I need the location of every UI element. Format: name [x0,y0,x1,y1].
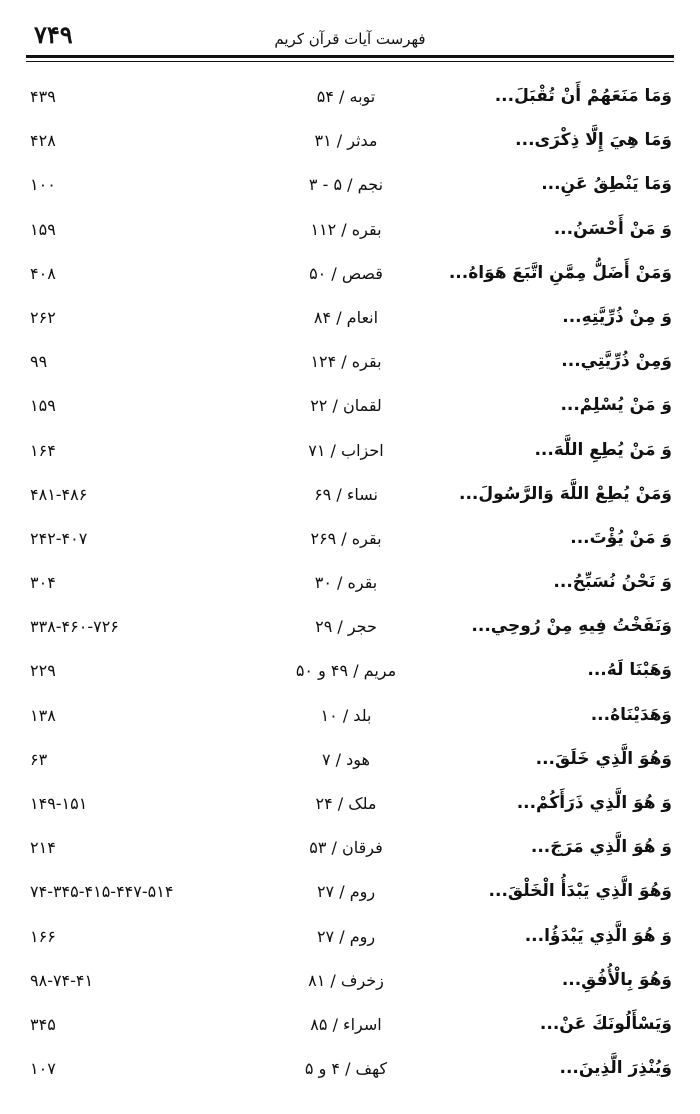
surah-reference: هود / ۷ [322,749,370,769]
page-references: ۲۲۹ [30,661,56,681]
index-row [26,962,674,1006]
page-references: ۴۲۸ [30,131,56,151]
index-row [26,476,674,520]
surah-reference: بقره / ۱۱۲ [310,219,382,239]
verse-text: وَمَا مَنَعَهُمْ أَنْ تُقْبَلَ... [494,86,672,106]
page-references: ۲۶۲ [30,307,56,327]
page-references: ۲۱۴ [30,838,56,858]
index-row [26,918,674,962]
surah-reference: بلد / ۱۰ [320,705,372,725]
verse-text: وَ هُوَ الَّذِي يَبْدَؤُا... [524,925,672,946]
verse-text: وَ نَحْنُ نُسَبِّحُ... [553,572,672,593]
index-row [26,1006,674,1050]
verse-text: وَيُنْذِرَ الَّذِينَ... [559,1058,672,1079]
verse-text: وَ مَنْ يُطِعِ اللَّهَ... [534,439,672,460]
surah-reference: لقمان / ۲۲ [310,396,382,416]
page-references: ۳۴۵ [30,1014,56,1034]
verse-text: وَ مَنْ أَحْسَنُ... [553,218,672,239]
verse-text: وَمَنْ أَضَلُّ مِمَّنِ اتَّبَعَ هَوَاهُ... [448,262,672,283]
page-references: ۴۰۸ [30,263,56,283]
index-row [26,122,674,166]
page-references: ۱۵۹ [30,219,56,239]
page-references: ۷۴-۳۴۵-۴۱۵-۴۴۷-۵۱۴ [30,882,174,902]
verse-text: وَهَدَيْنَاهُ... [590,704,672,725]
verse-text: وَ هُوَ الَّذِي مَرَجَ... [530,837,672,858]
page-references: ۱۴۹-۱۵۱ [30,794,88,813]
surah-reference: نجم / ۵ - ۳ [308,175,384,195]
index-row [26,343,674,387]
surah-reference: اسراء / ۸۵ [310,1014,382,1034]
surah-reference: زخرف / ۸۱ [308,970,384,990]
verse-text: وَهُوَ بِالْأُفُقِ... [561,969,672,990]
verse-text: وَ هُوَ الَّذِي ذَرَأَكُمْ... [516,793,672,813]
header-rule-thin [26,61,674,62]
page-references: ۱۶۴ [30,440,56,460]
verse-text: وَ مِنْ ذُرِّيَّتِهِ... [562,306,672,327]
page-references: ۱۵۹ [30,396,56,416]
index-row [26,211,674,255]
page-references: ۴۳۹ [30,87,56,106]
index-row [26,564,674,608]
page-references: ۱۰۰ [30,175,56,195]
surah-reference: مدثر / ۳۱ [314,131,378,151]
surah-reference: حجر / ۲۹ [315,617,377,637]
surah-reference: توبه / ۵۴ [316,87,376,106]
page-references: ۲۴۲-۴۰۷ [30,528,88,548]
verse-text: وَنَفَخْتُ فِيهِ مِنْ رُوحِي... [471,616,672,637]
surah-reference: فرقان / ۵۳ [309,838,383,858]
index-row [26,785,674,829]
index-row [26,299,674,343]
index-row [26,255,674,299]
index-row [26,741,674,785]
surah-reference: روم / ۲۷ [316,926,376,946]
surah-reference: کهف / ۴ و ۵ [304,1059,388,1079]
surah-reference: بقره / ۳۰ [314,573,378,593]
index-row [26,829,674,873]
page-references: ۱۶۶ [30,926,56,946]
page-references: ۱۰۷ [30,1059,56,1079]
page-references: ۹۹ [30,352,48,372]
page-references: ۹۸-۷۴-۴۱ [30,970,94,990]
index-row [26,1050,674,1094]
surah-reference: بقره / ۲۶۹ [310,528,382,548]
surah-reference: نساء / ۶۹ [314,484,378,504]
index-row [26,697,674,741]
page-references: ۴۸۱-۴۸۶ [30,484,88,504]
index-row [26,520,674,564]
verse-text: وَ مَنْ يُسْلِمْ... [560,395,672,416]
surah-reference: ملک / ۲۴ [315,794,377,813]
verse-text: وَمَا هِيَ إِلَّا ذِكْرَى... [515,130,672,151]
index-row [26,78,674,122]
page-header [26,20,674,54]
surah-reference: احزاب / ۷۱ [308,440,384,460]
surah-reference: بقره / ۱۲۴ [310,352,382,372]
index-row [26,608,674,652]
header-rule-thick [26,55,674,58]
verse-text: وَمَا يَنْطِقُ عَنِ... [541,174,672,195]
verse-index-table [26,78,674,1094]
verse-text: وَهُوَ الَّذِي يَبْدَأُ الْخَلْقَ... [488,881,672,902]
page-number: ۷۴۹ [34,20,73,49]
verse-text: وَهُوَ الَّذِي خَلَقَ... [535,748,672,769]
verse-text: وَهَبْنَا لَهُ... [587,660,672,681]
index-row [26,387,674,431]
index-row [26,873,674,917]
index-row [26,652,674,696]
surah-reference: روم / ۲۷ [316,882,376,902]
surah-reference: انعام / ۸۴ [313,307,379,327]
index-row [26,432,674,476]
page-references: ۶۳ [30,749,48,769]
page-title: فهرست آيات قرآن كريم [274,30,426,48]
page-references: ۱۳۸ [30,705,56,725]
verse-text: وَمِنْ ذُرِّيَّتِي... [561,351,672,372]
surah-reference: قصص / ۵۰ [309,263,383,283]
page-references: ۳۳۸-۴۶۰-۷۲۶ [30,617,119,637]
page-references: ۳۰۴ [30,573,56,593]
verse-text: وَمَنْ يُطِعْ اللَّهَ وَالرَّسُولَ... [458,483,672,504]
index-row [26,166,674,210]
verse-text: وَيَسْأَلُونَكَ عَنْ... [539,1013,672,1034]
verse-text: وَ مَنْ يُؤْتَ... [570,527,672,548]
surah-reference: مريم / ۴۹ و ۵۰ [295,661,397,681]
